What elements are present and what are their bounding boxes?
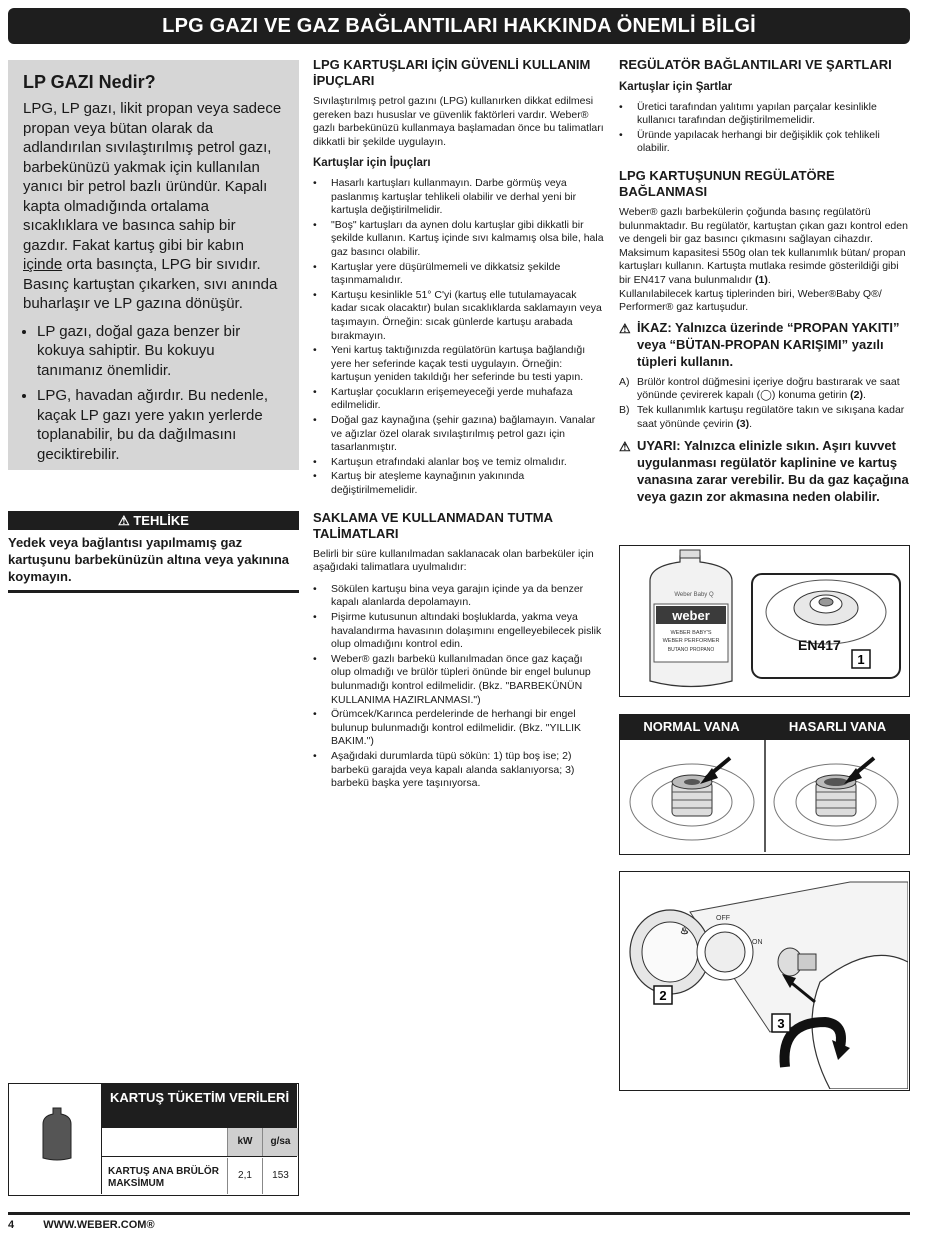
column-lp-gas [8, 60, 299, 470]
lp-gas-bullets [23, 322, 284, 465]
lp-gas-body: LPG, LP gazı, likit propan veya sadece propan veya bütan olarak da adlandırılan sıvılaştırılmış petrol gazı, barbekünüzü yakmak için kullanılan yanıcı bir petrol bazlı üründür. Kapalı kapta olmadığında ortalama sıcaklıklara ve basınca sahip bir gazdır. Fakat kartuş gibi bir kabın içinde orta basınçta, LPG bir sıvıdır. Basınç kartuştan çıkarken, sıvı anında buharlaşır ve LP gazına dönüşür. [23, 100, 282, 312]
storage-heading: SAKLAMA VE KULLANMADAN TUTMA TALİMATLARI [313, 509, 553, 541]
column-regulator [619, 57, 910, 509]
danger-header: ⚠ TEHLİKE [8, 511, 299, 530]
valves-header [619, 714, 910, 740]
list-item: • Aşağıdaki durumlarda tüpü sökün: 1) tüp boş ise; 2) barbekü garajda veya kapalı alanda saklanıyorsa; 3) barbekü başka yere taşınıyorsa. [331, 750, 605, 791]
list-item: • Sökülen kartuşu bina veya garajın içinde ya da benzer kapalı alanlarda depolamayın. [331, 583, 605, 610]
figure-regulator-connection [619, 871, 910, 1091]
underlined-word: içinde [23, 256, 63, 273]
page-banner: LPG GAZI VE GAZ BAĞLANTILARI HAKKINDA ÖNEMLİ BİLGİ [8, 8, 910, 44]
svg-text:BUTANO PROPANO: BUTANO PROPANO [667, 647, 715, 653]
safe-use-heading: LPG KARTUŞLARI İÇİN GÜVENLİ KULLANIM İPUÇLARI [313, 57, 591, 88]
page-number: 4 [8, 1219, 15, 1231]
gas-cartridge-icon [9, 1084, 101, 1194]
regulator-illustration [620, 872, 908, 1089]
svg-text:OFF: OFF [716, 915, 730, 922]
svg-text:WEBER PERFORMER: WEBER PERFORMER [662, 638, 720, 644]
list-item: • Pişirme kutusunun altındaki boşluklarda, yakma veya havalandırma havasının dolaşımını engelleyebilecek pislik olup olmadığını kontrol edin. [331, 611, 605, 652]
figure-cartridge [619, 545, 910, 697]
connection-p2: Maksimum kapasitesi 550g olan tek kullanımlık bütan/ propan kartuşları kullanın. Kartuşta mutlaka resimde gösterildiği gibi bir EN417 vana bulunmalıdır (1). [619, 246, 906, 286]
svg-text:1: 1 [857, 652, 865, 667]
table-header-row [102, 1128, 297, 1157]
svg-text:ON: ON [752, 939, 763, 946]
conditions-heading: Kartuşlar için Şartlar [619, 81, 733, 93]
value-gsa: 153 [262, 1158, 298, 1194]
normal-valve-drawing [630, 758, 754, 840]
svg-text:WEBER BABY'S: WEBER BABY'S [670, 630, 712, 636]
column-safe-use [313, 57, 605, 792]
storage-intro: Belirli bir süre kullanılmadan saklanacak olan barbeküler için aşağıdaki talimatlara uyulmalıdır: [313, 547, 594, 574]
website-link[interactable]: WWW.WEBER.COM® [43, 1219, 155, 1231]
svg-text:EN417: EN417 [798, 637, 841, 653]
tips-heading: Kartuşlar için İpuçları [313, 157, 431, 170]
cartridge-illustration [620, 546, 908, 695]
list-item: • Weber® gazlı barbekü kullanılmadan önce gaz kaçağı olup olmadığı ve brülör tüpleri önünde bir engel bulunup bulunmadığı kontrol edilmelidir. (Bkz. "BARBEKÜNÜN KULLANIMA HAZIRLANMASI.") [331, 653, 605, 707]
flame-icon: ♨ [680, 926, 689, 937]
damaged-valve-label: HASARLI VANA [788, 719, 887, 734]
list-item: • Örümcek/Karınca perdelerinde de herhangi bir engel bulunup bulunmadığı kontrol edilmelidir. (Bkz. "YILLIK BAKIM.") [331, 708, 605, 749]
conditions-list [619, 101, 910, 156]
svg-text:weber: weber [672, 608, 710, 623]
step-b: B) Tek kullanımlık kartuşu regülatöre takın ve sıkışana kadar saat yönünde çevirin (3). [619, 403, 905, 430]
figure-valves [619, 740, 910, 855]
col-kw: kW [227, 1128, 262, 1156]
table-title: KARTUŞ TÜKETİM VERİLERİ [102, 1084, 297, 1128]
footer [8, 1219, 155, 1231]
svg-text:2: 2 [659, 988, 667, 1003]
list-item: • Kartuş bir ateşleme kaynağının yakınında değiştirilmemelidir. [331, 470, 605, 497]
list-item: • Doğal gaz kaynağına (şehir gazına) bağlamayın. Vanalar ve ağızlar özel olarak sıvılaştırılmış petrol gazı için tasarlanmıştır. [331, 414, 605, 455]
step-a: A) Brülör kontrol düğmesini içeriye doğru bastırarak ve saat yönünde çevirerek kapalı (◯) konuma getirin (2). [619, 375, 900, 402]
warning-triangle-icon: ⚠ [619, 320, 631, 336]
warning-text: ⚠ UYARI: Yalnızca elinizle sıkın. Aşırı kuvvet uygulanması regülatör kaplinine ve kartuş vanasına zarar verebilir. Bu da gaz kaçağına veya gazın zor akmasına neden olabilir. [619, 438, 909, 505]
col-gsa: g/sa [262, 1128, 298, 1156]
cartridge-icon-cell [9, 1084, 102, 1194]
list-item: • Hasarlı kartuşları kullanmayın. Darbe görmüş veya paslanmış kartuşlar tehlikeli olabilir ve derhal yeni bir kartuşla değiştirilmelidir. [331, 177, 605, 218]
svg-text:3: 3 [777, 1016, 785, 1031]
connection-p1: Weber® gazlı barbekülerin çoğunda basınç regülatörü bulunmaktadır. Bu regülatör, kartuştan çıkan gazı kontrol eden ve dengeli bir gaz basıncı çıkmasını sağlayan cihazdır. [619, 205, 908, 246]
value-kw: 2,1 [227, 1158, 262, 1194]
list-item: • Üretici tarafından yalıtımı yapılan parçalar kesinlikle kullanıcı tarafından değiştirilmemelidir. [637, 101, 910, 128]
list-item: • LP gazı, doğal gaza benzer bir kokuya sahiptir. Bu kokuyu tanımanız önemlidir. [37, 322, 284, 381]
regulator-heading: REGÜLATÖR BAĞLANTILARI VE ŞARTLARI [619, 57, 892, 72]
table-row [102, 1158, 297, 1194]
danger-text: Yedek veya bağlantısı yapılmamış gaz kartuşunu barbekünüzün altına veya yakınına koymayın. [8, 535, 290, 584]
warning-triangle-icon: ⚠ [619, 439, 631, 455]
tips-list [313, 177, 605, 498]
connection-p3: Kullanılabilecek kartuş tiplerinden biri, Weber®Baby Q®/ Performer® gaz kartuşudur. [619, 287, 882, 314]
storage-list [313, 583, 605, 791]
steps [619, 376, 910, 431]
safe-use-intro: Sıvılaştırılmış petrol gazını (LPG) kullanırken dikkat edilmesi gereken bazı hususlar ve güvenlik faktörleri vardır. Weber® gazlı barbekünüzü kullanmaya başlamadan önce bu talimatları dikkatli bir şekilde uygulayın. [313, 95, 604, 148]
list-item: • LPG, havadan ağırdır. Bu nedenle, kaçak LP gazı yere yakın yerlerde toplanabilir, bu da dağılmasını geciktirebilir. [37, 386, 284, 464]
list-item: • Kartuşlar çocukların erişemeyeceği yerde muhafaza edilmelidir. [331, 386, 605, 413]
lp-gas-info-box [8, 60, 299, 470]
consumption-table [8, 1083, 299, 1196]
damaged-valve-drawing [774, 758, 898, 840]
divider [8, 590, 299, 593]
valves-illustration [620, 740, 908, 852]
svg-text:Weber Baby Q: Weber Baby Q [674, 592, 714, 598]
list-item: • Kartuşlar yere düşürülmemeli ve dikkatsiz şekilde taşınmamalıdır. [331, 261, 605, 288]
list-item: • Üründe yapılacak herhangi bir değişiklik çok tehlikeli olabilir. [637, 129, 910, 156]
list-item: • Kartuşun etrafındaki alanlar boş ve temiz olmalıdır. [331, 456, 605, 470]
list-item: • Kartuşu kesinlikle 51° C'yi (kartuş elle tutulamayacak kadar sıcak olacaktır) bulan sıcaklıklarda saklamayın veya taşımayın. Örneğin: sıcak günlerde kartuşu arabada bırakmayın. [331, 289, 605, 343]
connection-heading: LPG KARTUŞUNUN REGÜLATÖRE BAĞLANMASI [619, 167, 835, 199]
list-item: • Yeni kartuş taktığınızda regülatörün kartuşa bağlandığı yere her seferinde kaçak testi uygulayın. Örneğin: kartuşun yeniden takıldığı her seferinde bu testi yapın. [331, 344, 605, 385]
footer-divider [8, 1212, 910, 1215]
warning-triangle-icon: ⚠ [118, 513, 130, 528]
row-label: KARTUŞ ANA BRÜLÖR MAKSİMUM [108, 1166, 219, 1189]
caution-text: ⚠ İKAZ: Yalnızca üzerinde “PROPAN YAKITI” veya “BÜTAN-PROPAN KARIŞIMI” yazılı tüpleri kullanın. [619, 319, 900, 369]
lp-gas-title: LP GAZI Nedir? [23, 72, 156, 92]
list-item: • "Boş" kartuşları da aynen dolu kartuşlar gibi dikkatli bir şekilde kullanın. Kartuş içinde sıvı kalmamış olsa bile, hala gaz basıncı olabilir. [331, 219, 605, 260]
normal-valve-label: NORMAL VANA [643, 719, 740, 734]
